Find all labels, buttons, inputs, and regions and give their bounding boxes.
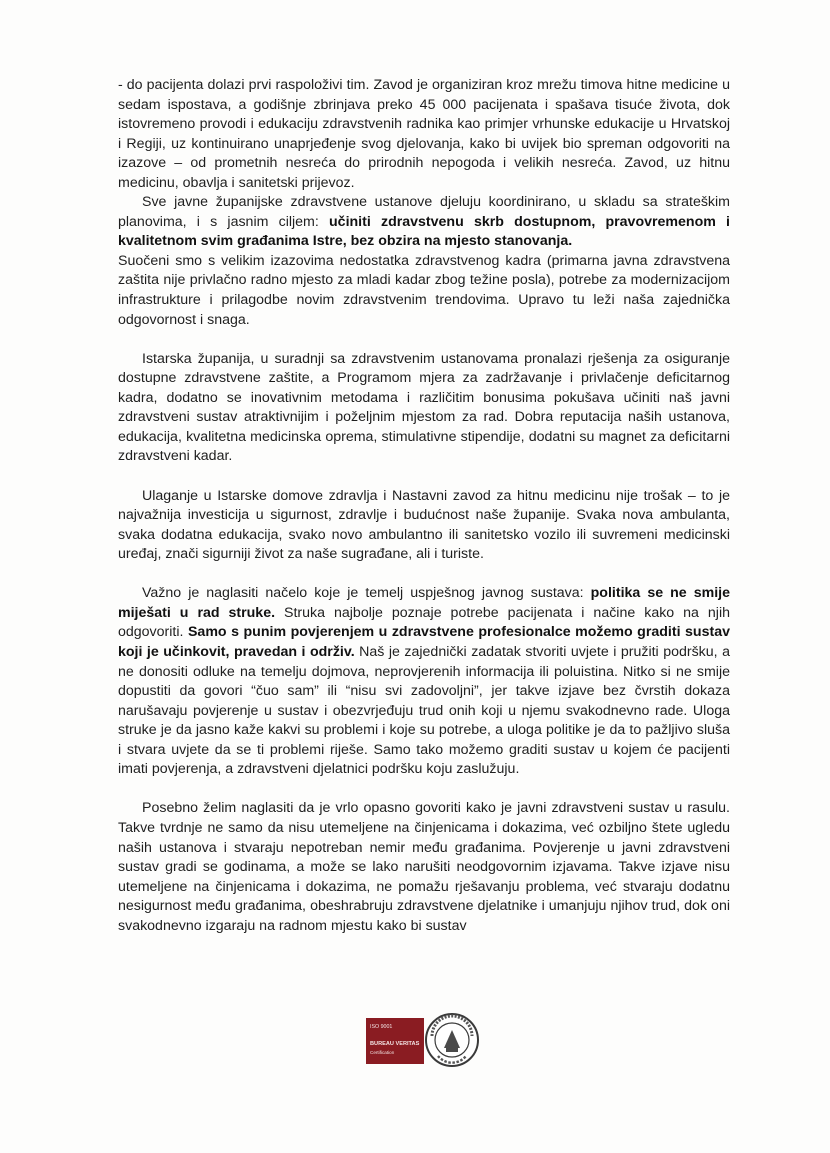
paragraph-5: Ulaganje u Istarske domove zdravlja i Nastavni zavod za hitnu medicinu nije trošak – to je najvažnija investicija u sigurnost, zdravlje i budućnost naše županije. Svaka nova ambulanta, svaka dodatna edukacija, svako novo ambulantno ili sanitetsko vozilo ili suvremeni medicinski uređaj, znači sigurniji život za naše sugrađane, ali i turiste. bbox=[118, 487, 730, 563]
paragraph-2-emphasis: učiniti zdravstvenu skrb dostupnom, pravovremenom i kvalitetnom svim građanima Istre, bez obzira na mjesto stanovanja. bbox=[118, 213, 730, 250]
document-body bbox=[118, 76, 730, 936]
iso-certificate-box bbox=[366, 1018, 424, 1064]
paragraph-4: Istarska županija, u suradnji sa zdravstvenim ustanovama pronalazi rješenja za osiguranje dostupne zdravstvene zaštite, a Programom mjera za zadržavanje i privlačenje deficitarnog kadra, dodatno se inovativnim metodama i različitim bonusima pokušava učiniti naš javni zdravstveni sustav atraktivnijim i poželjnim mjestom za rad. Dobra reputacija naših ustanova, edukacija, kvalitetna medicinska oprema, stimulativne stipendije, dodatni su magnet za deficitarni zdravstveni kadar. bbox=[118, 350, 730, 465]
certification-logo bbox=[366, 1012, 464, 1068]
paragraph-6-text-3: Naš je zajednički zadatak stvoriti uvjete i pružiti podršku, a ne donositi odluke na temelju dojmova, neprovjerenih informacija ili poluistina. Nitko si ne smije dopustiti da govori “čuo sam” ili “nisu svi zadovoljni”, jer takve izjave bez čvrstih dokaza narušavaju povjerenje u sustav i obezvrjeđuju trud onih koji u njemu svakodnevno rade. Uloga struke je da jasno kaže kakvi su problemi i koje su potrebe, a uloga politike je da to pažljivo sluša i stvara uvjete da se ti problemi riješe. Samo tako možemo graditi sustav u kojem će pacijenti imati povjerenja, a zdravstveni djelatnici podršku koju zaslužuju. bbox=[118, 644, 730, 778]
paragraph-6-emphasis-2: Samo s punim povjerenjem u zdravstvene profesionalce možemo graditi sustav koji je učinkovit, pravedan i održiv. bbox=[118, 624, 730, 660]
iso-label: ISO 9001 bbox=[370, 1024, 393, 1030]
paragraph-6-emphasis-1: politika se ne smije miješati u rad struke. bbox=[118, 585, 730, 621]
paragraph-gap bbox=[118, 565, 730, 585]
paragraph-7: Posebno želim naglasiti da je vrlo opasno govoriti kako je javni zdravstveni sustav u rasulu. Takve tvrdnje ne samo da nisu utemeljene na činjenicama i dokazima, već ozbiljno štete ugledu naših ustanova i stvaraju nepotreban nemir među građanima. Povjerenje u javni zdravstveni sustav gradi se godinama, a može se lako narušiti neodgovornim izjavama. Takve izjave nisu utemeljene na činjenicama i dokazima, ne pomažu rješavanju problema, već stvaraju dodatnu nesigurnost među građanima, obeshrabruju zdravstvene djelatnike i umanjuju njihov trud, dok oni svakodnevno izgaraju na radnom mjestu kako bi sustav bbox=[118, 800, 730, 934]
paragraph-2 bbox=[118, 193, 730, 252]
paragraph-gap bbox=[118, 330, 730, 350]
paragraph-gap bbox=[118, 780, 730, 800]
paragraph-3: Suočeni smo s velikim izazovima nedostatka zdravstvenog kadra (primarna javna zdravstvena zaštita nije privlačno radno mjesto za mladi kadar zbog težine posla), potrebe za modernizacijom infrastrukture i prilagodbe novim zdravstvenim trendovima. Upravo tu leži naša zajednička odgovornost i snaga. bbox=[118, 252, 730, 328]
bureau-veritas-seal-icon bbox=[424, 1012, 480, 1068]
paragraph-2-text: Sve javne županijske zdravstvene ustanove djeluju koordinirano, u skladu sa strateškim planovima, i s jasnim ciljem: bbox=[118, 194, 730, 230]
certifier-name: BUREAU VERITAS bbox=[370, 1041, 420, 1047]
paragraph-6 bbox=[118, 584, 730, 779]
certification-label: Certification bbox=[370, 1050, 395, 1055]
paragraph-1: - do pacijenta dolazi prvi raspoloživi tim. Zavod je organiziran kroz mrežu timova hitne medicine u sedam ispostava, a godišnje zbrinjava preko 45 000 pacijenata i spašava tisuće života, dok istovremeno provodi i edukaciju zdravstvenih radnika kao primjer vrhunske edukacije u Hrvatskoj i Regiji, uz kontinuirano unaprjeđenje svog djelovanja, kako bi uvijek bio spreman odgovoriti na izazove – od prometnih nesreća do prirodnih nepogoda i velikih nesreća. Zavod, uz hitnu medicinu, obavlja i sanitetski prijevoz. bbox=[118, 77, 730, 191]
paragraph-gap bbox=[118, 467, 730, 487]
paragraph-6-text-1: Važno je naglasiti načelo koje je temelj uspješnog javnog sustava: bbox=[142, 585, 591, 602]
paragraph-6-text-2: Struka najbolje poznaje potrebe pacijenata i načine kako na njih odgovoriti. bbox=[118, 604, 731, 641]
